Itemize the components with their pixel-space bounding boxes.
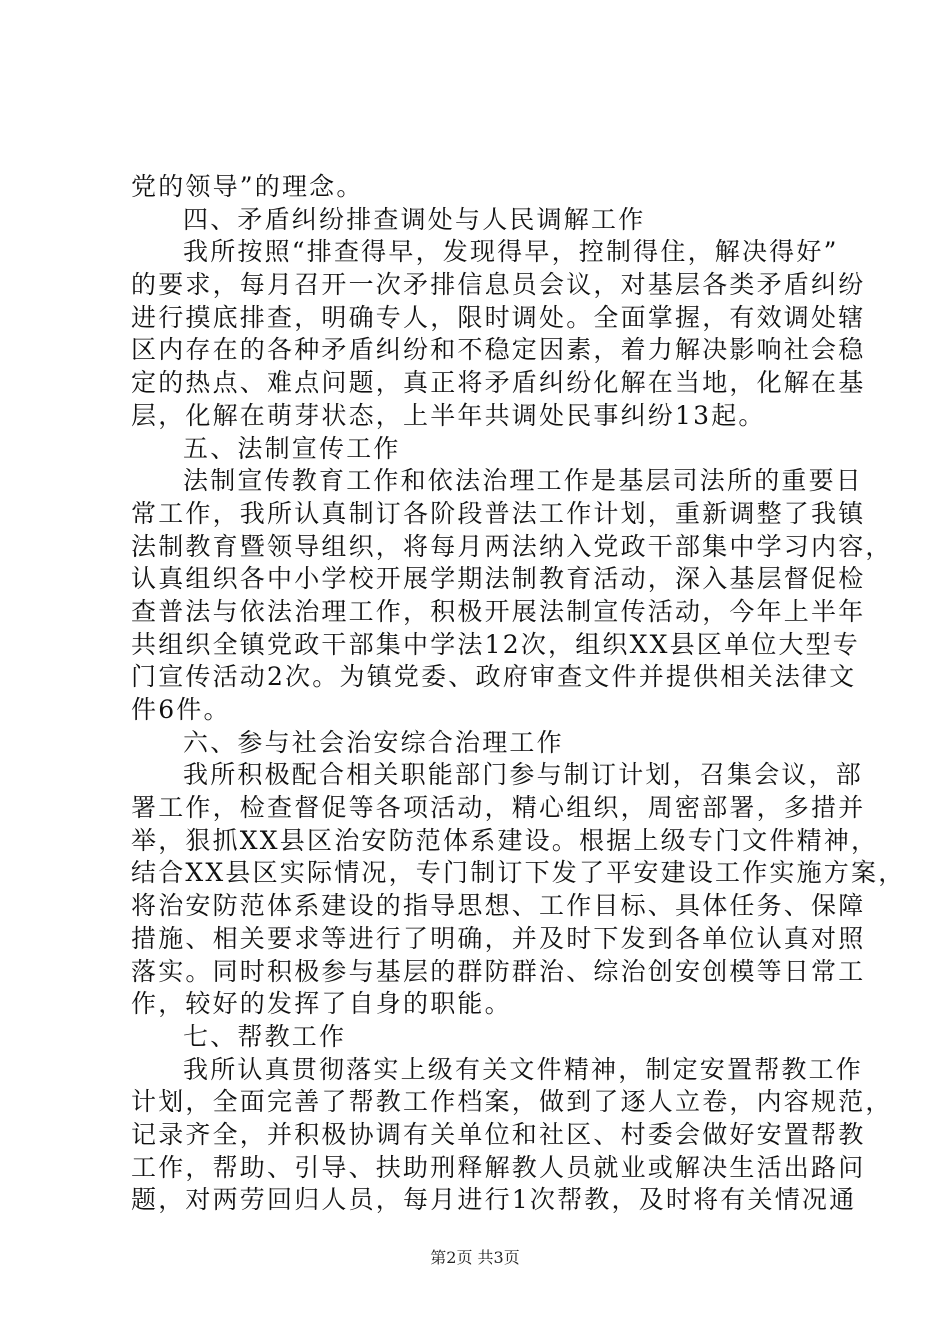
paragraph-start-line: 四、矛盾纠纷排查调处与人民调解工作 — [183, 204, 646, 234]
paragraph-start-line: 我所认真贯彻落实上级有关文件精神，制定安置帮教工作 — [183, 1054, 864, 1084]
text-line: 作，较好的发挥了自身的职能。 — [131, 989, 512, 1019]
page-footer: 第2页 共3页 — [430, 1248, 520, 1267]
paragraph-start-line: 我所按照“排查得早，发现得早，控制得住，解决得好” — [183, 237, 839, 267]
text-line: 门宣传活动2次。为镇党委、政府审查文件并提供相关法律文 — [131, 662, 857, 692]
paragraph-start-line: 五、法制宣传工作 — [183, 433, 401, 463]
text-line: 共组织全镇党政干部集中学法12次，组织XX县区单位大型专 — [131, 629, 861, 659]
text-line: 记录齐全，并积极协调有关单位和社区、村委会做好安置帮教 — [131, 1119, 866, 1149]
text-line: 法制教育暨领导组织，将每月两法纳入党政干部集中学习内容， — [131, 531, 893, 561]
text-line: 措施、相关要求等进行了明确，并及时下发到各单位认真对照 — [131, 923, 866, 953]
text-line: 常工作，我所认真制订各阶段普法工作计划，重新调整了我镇 — [131, 498, 866, 528]
paragraph-start-line: 法制宣传教育工作和依法治理工作是基层司法所的重要日 — [183, 466, 864, 496]
paragraph-start-line: 我所积极配合相关职能部门参与制订计划，召集会议，部 — [183, 760, 864, 790]
text-line: 件6件。 — [131, 695, 231, 724]
paragraph-start-line: 六、参与社会治安综合治理工作 — [183, 727, 564, 757]
text-line: 层，化解在萌芽状态，上半年共调处民事纠纷13起。 — [131, 400, 766, 430]
text-line: 工作，帮助、引导、扶助刑释解教人员就业或解决生活出路问 — [131, 1152, 866, 1182]
text-line: 结合XX县区实际情况，专门制订下发了平安建设工作实施方案， — [131, 858, 906, 888]
text-line: 查普法与依法治理工作，积极开展法制宣传活动，今年上半年 — [131, 596, 866, 626]
text-line: 计划，全面完善了帮教工作档案，做到了逐人立卷，内容规范， — [131, 1087, 893, 1117]
text-line: 题，对两劳回归人员，每月进行1次帮教，及时将有关情况通 — [131, 1185, 857, 1215]
text-line: 党的领导”的理念。 — [131, 172, 364, 201]
text-line: 定的热点、难点问题，真正将矛盾纠纷化解在当地，化解在基 — [131, 368, 866, 398]
text-line: 进行摸底排查，明确专人，限时调处。全面掌握，有效调处辖 — [131, 302, 866, 332]
text-line: 落实。同时积极参与基层的群防群治、综治创安创模等日常工 — [131, 956, 866, 986]
text-line: 认真组织各中小学校开展学期法制教育活动，深入基层督促检 — [131, 564, 866, 594]
document-body — [131, 171, 906, 1217]
text-line: 举，狠抓XX县区治安防范体系建设。根据上级专门文件精神， — [131, 825, 879, 855]
text-line: 将治安防范体系建设的指导思想、工作目标、具体任务、保障 — [131, 891, 866, 921]
text-line: 的要求，每月召开一次矛排信息员会议，对基层各类矛盾纠纷 — [131, 270, 866, 300]
text-line: 署工作，检查督促等各项活动，精心组织，周密部署，多措并 — [131, 793, 866, 823]
paragraph-start-line: 七、帮教工作 — [183, 1021, 347, 1051]
text-line: 区内存在的各种矛盾纠纷和不稳定因素，着力解决影响社会稳 — [131, 335, 866, 365]
